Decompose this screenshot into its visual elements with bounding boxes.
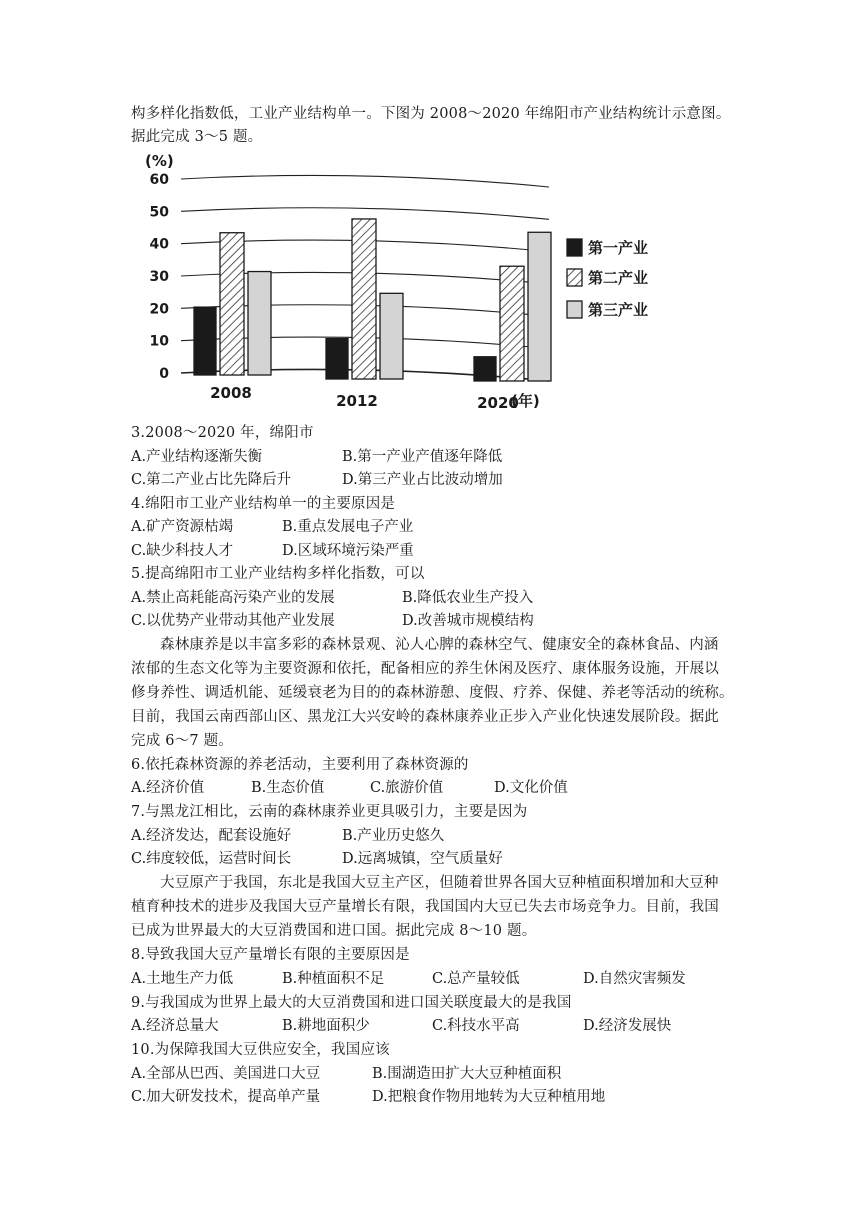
q7-option-a[interactable]: A.经济发达，配套设施好 <box>131 828 292 844</box>
q4-option-b[interactable]: B.重点发展电子产业 <box>282 519 414 535</box>
legend-swatch <box>567 269 582 286</box>
y-tick-label: 20 <box>149 301 169 318</box>
passage-soy-line-1: 大豆原产于我国，东北是我国大豆主产区，但随着世界各国大豆种植面积增加和大豆种 <box>160 875 719 891</box>
y-axis-label: (%) <box>145 152 174 170</box>
q4-option-c[interactable]: C.缺少科技人才 <box>131 543 234 559</box>
legend-swatch <box>567 239 582 256</box>
bar-2008-series-3 <box>248 272 271 375</box>
x-axis-label: (年) <box>511 392 540 410</box>
x-tick-label: 2008 <box>210 384 252 402</box>
bar-2008-series-1 <box>194 307 216 375</box>
y-tick-label: 30 <box>149 269 169 285</box>
q10-option-a[interactable]: A.全部从巴西、美国进口大豆 <box>131 1066 321 1082</box>
q3-option-a[interactable]: A.产业结构逐渐失衡 <box>131 449 263 465</box>
q3-option-c[interactable]: C.第二产业占比先降后升 <box>131 472 292 488</box>
q6-option-a[interactable]: A.经济价值 <box>131 780 205 796</box>
q8-option-d[interactable]: D.自然灾害频发 <box>583 971 686 987</box>
bar-2008-series-2 <box>220 233 244 375</box>
q5-option-d[interactable]: D.改善城市规模结构 <box>402 613 534 629</box>
q10-stem: 10.为保障我国大豆供应安全，我国应该 <box>131 1042 390 1058</box>
bar-2012-series-2 <box>352 219 376 379</box>
q8-stem: 8.导致我国大豆产量增长有限的主要原因是 <box>131 947 410 963</box>
q7-option-b[interactable]: B.产业历史悠久 <box>342 828 445 844</box>
y-tick-label: 40 <box>149 236 169 253</box>
y-tick-label: 0 <box>159 366 169 382</box>
y-tick-label: 10 <box>149 333 169 350</box>
bar-2020-series-1 <box>474 357 496 381</box>
q6-option-c[interactable]: C.旅游价值 <box>370 780 444 796</box>
q9-option-b[interactable]: B.耕地面积少 <box>282 1018 370 1034</box>
bar-2020-series-3 <box>528 232 551 381</box>
q8-option-a[interactable]: A.土地生产力低 <box>131 971 234 987</box>
q4-stem: 4.绵阳市工业产业结构单一的主要原因是 <box>131 496 396 512</box>
passage-soy-line-2: 植育种技术的进步及我国大豆产量增长有限，我国国内大豆已失去市场竞争力。目前，我国 <box>131 899 719 915</box>
q8-option-b[interactable]: B.种植面积不足 <box>282 971 385 987</box>
q3-option-d[interactable]: D.第三产业占比波动增加 <box>342 472 503 488</box>
q5-option-a[interactable]: A.禁止高耗能高污染产业的发展 <box>131 590 335 606</box>
x-tick-label: 2012 <box>336 392 378 410</box>
industry-structure-chart <box>131 144 691 414</box>
q3-option-b[interactable]: B.第一产业产值逐年降低 <box>342 449 503 465</box>
legend-swatch <box>567 301 582 318</box>
bar-2012-series-1 <box>326 339 348 379</box>
q5-option-b[interactable]: B.降低农业生产投入 <box>402 590 534 606</box>
gridline <box>181 208 549 220</box>
passage-forest-line-1: 森林康养是以丰富多彩的森林景观、沁人心脾的森林空气、健康安全的森林食品、内涵 <box>160 637 719 653</box>
legend-label: 第一产业 <box>588 239 649 257</box>
passage-forest-line-2: 浓郁的生态文化等为主要资源和依托，配备相应的养生休闲及医疗、康体服务设施，开展以 <box>131 661 719 677</box>
q5-option-c[interactable]: C.以优势产业带动其他产业发展 <box>131 613 335 629</box>
y-tick-label: 60 <box>149 172 169 188</box>
x-tick-label: 2020 <box>477 394 519 412</box>
q9-option-c[interactable]: C.科技水平高 <box>432 1018 520 1034</box>
y-tick-label: 50 <box>149 204 169 221</box>
q3-stem: 3.2008～2020 年，绵阳市 <box>131 425 314 441</box>
passage-forest-line-3: 修身养性、调适机能、延缓衰老为目的的森林游憩、度假、疗养、保健、养老等活动的统称。 <box>131 685 734 701</box>
q7-stem: 7.与黑龙江相比，云南的森林康养业更具吸引力，主要是因为 <box>131 804 528 820</box>
q10-option-c[interactable]: C.加大研发技术，提高单产量 <box>131 1089 321 1105</box>
q9-option-d[interactable]: D.经济发展快 <box>583 1018 672 1034</box>
q10-option-b[interactable]: B.围湖造田扩大大豆种植面积 <box>372 1066 562 1082</box>
q6-option-b[interactable]: B.生态价值 <box>251 780 325 796</box>
q7-option-d[interactable]: D.远离城镇，空气质量好 <box>342 851 503 867</box>
gridline <box>181 175 549 187</box>
passage-soy-line-3: 已成为世界最大的大豆消费国和进口国。据此完成 8～10 题。 <box>131 923 537 939</box>
passage-forest-line-4: 目前，我国云南西部山区、黑龙江大兴安岭的森林康养业正步入产业化快速发展阶段。据此 <box>131 709 719 725</box>
legend-label: 第三产业 <box>588 301 649 319</box>
q9-stem: 9.与我国成为世界上最大的大豆消费国和进口国关联度最大的是我国 <box>131 995 572 1011</box>
q5-stem: 5.提高绵阳市工业产业结构多样化指数，可以 <box>131 566 425 582</box>
q4-option-a[interactable]: A.矿产资源枯竭 <box>131 519 234 535</box>
q8-option-c[interactable]: C.总产量较低 <box>432 971 520 987</box>
q9-option-a[interactable]: A.经济总量大 <box>131 1018 219 1034</box>
intro-line-1: 构多样化指数低，工业产业结构单一。下图为 2008～2020 年绵阳市产业结构统计示意图。 <box>131 106 731 122</box>
q6-option-d[interactable]: D.文化价值 <box>494 780 568 796</box>
q10-option-d[interactable]: D.把粮食作物用地转为大豆种植用地 <box>372 1089 606 1105</box>
legend-label: 第二产业 <box>588 269 649 287</box>
q4-option-d[interactable]: D.区域环境污染严重 <box>282 543 414 559</box>
bar-2020-series-2 <box>500 266 524 381</box>
intro-line-2: 据此完成 3～5 题。 <box>131 129 263 145</box>
q7-option-c[interactable]: C.纬度较低，运营时间长 <box>131 851 292 867</box>
q6-stem: 6.依托森林资源的养老活动，主要利用了森林资源的 <box>131 757 469 773</box>
bar-2012-series-3 <box>380 293 403 379</box>
passage-forest-line-5: 完成 6～7 题。 <box>131 733 233 749</box>
